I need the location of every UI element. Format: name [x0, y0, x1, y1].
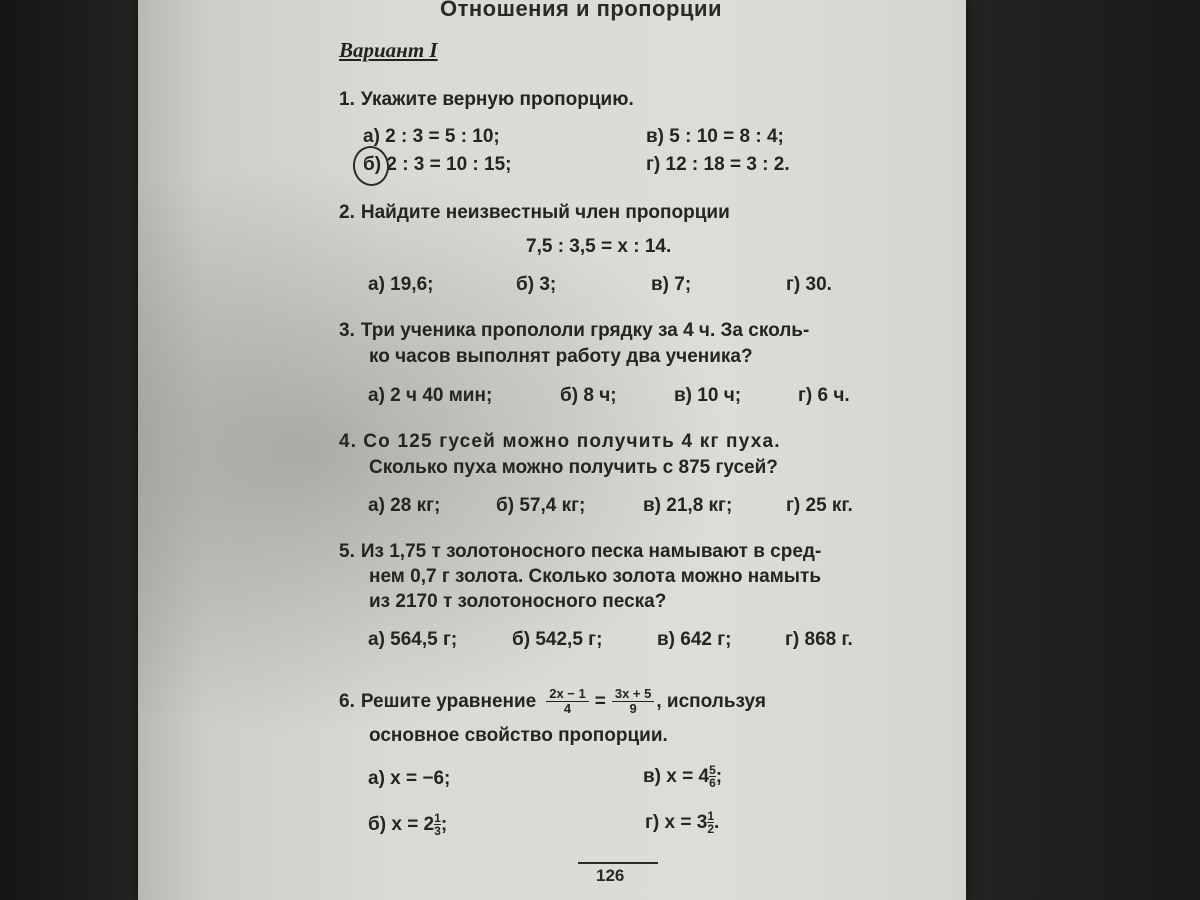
option-fraction-numerator: 1 — [434, 811, 441, 825]
q5-option-b: б) 542,5 г; — [512, 629, 603, 650]
question-text: Найдите неизвестный член пропорции — [360, 202, 730, 223]
page-number: 126 — [596, 866, 625, 885]
question-number: 4. — [339, 431, 358, 452]
question-5-line-2: нем 0,7 г золота. Сколько золота можно намыть — [369, 566, 822, 587]
q3-option-c: в) 10 ч; — [674, 385, 742, 406]
question-5 — [339, 540, 821, 564]
q1-option-b: б) 2 : 3 = 10 : 15; — [363, 154, 512, 175]
question-text: Укажите верную пропорцию. — [360, 89, 634, 110]
q6-option-c — [643, 764, 722, 789]
q4-option-b: б) 57,4 кг; — [496, 495, 586, 516]
question-number: 5. — [339, 541, 355, 562]
q5-option-a: а) 564,5 г; — [368, 629, 458, 650]
q3-option-d: г) 6 ч. — [798, 385, 850, 406]
background-right — [960, 0, 1200, 900]
question-number: 3. — [339, 320, 355, 341]
q6-option-d — [645, 810, 719, 835]
document-page — [138, 0, 966, 900]
question-6 — [339, 687, 766, 716]
question-text: Решите уравнение — [360, 690, 537, 712]
question-text-line-1: Из 1,75 т золотоносного песка намывают в сред- — [360, 541, 822, 562]
option-fraction — [707, 810, 714, 835]
option-fraction-denominator: 6 — [709, 776, 716, 790]
option-fraction-numerator: 1 — [707, 809, 714, 823]
fraction-left-numerator: 2x − 1 — [546, 687, 589, 702]
option-suffix: . — [714, 811, 720, 833]
question-4-line-2: Сколько пуха можно получить с 875 гусей? — [369, 457, 778, 478]
fraction-left-denominator: 4 — [563, 701, 572, 716]
q5-option-d: г) 868 г. — [785, 629, 853, 650]
question-3 — [339, 319, 809, 343]
option-prefix: б) x = 2 — [368, 813, 435, 835]
variant-heading: Вариант I — [339, 38, 438, 62]
q3-option-a: а) 2 ч 40 мин; — [368, 385, 493, 406]
page-title: Отношения и пропорции — [440, 0, 722, 21]
q1-option-d: г) 12 : 18 = 3 : 2. — [646, 154, 790, 175]
question-4 — [339, 430, 781, 454]
q5-option-c: в) 642 г; — [657, 629, 732, 650]
fraction-left — [546, 687, 589, 716]
question-2 — [339, 201, 730, 225]
option-prefix: г) x = 3 — [645, 811, 708, 833]
q6-option-a: а) x = −6; — [368, 768, 451, 789]
option-fraction — [434, 812, 441, 837]
option-suffix: ; — [440, 813, 448, 835]
q2-equation: 7,5 : 3,5 = x : 14. — [526, 236, 672, 257]
fraction-right-numerator: 3x + 5 — [612, 687, 655, 702]
question-text-line-1: Три ученика пропололи грядку за 4 ч. За сколь- — [360, 320, 810, 341]
question-text-after: , используя — [656, 690, 766, 712]
fraction-right-denominator: 9 — [629, 701, 637, 716]
question-number: 2. — [339, 202, 355, 223]
page-number-rule — [578, 862, 658, 864]
equals-sign: = — [594, 690, 606, 712]
question-6-line-2: основное свойство пропорции. — [369, 725, 668, 746]
q6-option-b — [368, 812, 447, 837]
q2-option-d: г) 30. — [786, 274, 832, 295]
option-prefix: в) x = 4 — [643, 765, 710, 787]
fraction-right — [612, 687, 655, 716]
question-3-line-2: ко часов выполнят работу два ученика? — [369, 346, 753, 367]
question-text-line-1: Со 125 гусей можно получить 4 кг пуха. — [363, 431, 781, 452]
q4-option-a: а) 28 кг; — [368, 495, 441, 516]
question-1 — [339, 88, 634, 112]
option-suffix: ; — [715, 765, 723, 787]
q3-option-b: б) 8 ч; — [560, 385, 617, 406]
question-number: 1. — [339, 89, 355, 110]
option-fraction-denominator: 3 — [434, 824, 441, 838]
q1-option-c: в) 5 : 10 = 8 : 4; — [646, 126, 784, 147]
q2-option-c: в) 7; — [651, 274, 692, 295]
q4-option-c: в) 21,8 кг; — [643, 495, 733, 516]
question-number: 6. — [339, 690, 355, 712]
answer-circle-mark — [350, 144, 391, 189]
question-5-line-3: из 2170 т золотоносного песка? — [369, 591, 667, 612]
option-fraction — [709, 764, 716, 789]
q1-option-a: а) 2 : 3 = 5 : 10; — [363, 126, 500, 147]
option-fraction-denominator: 2 — [707, 822, 714, 836]
q2-option-a: а) 19,6; — [368, 274, 434, 295]
q4-option-d: г) 25 кг. — [786, 495, 853, 516]
q2-option-b: б) 3; — [516, 274, 557, 295]
option-fraction-numerator: 5 — [709, 763, 716, 777]
